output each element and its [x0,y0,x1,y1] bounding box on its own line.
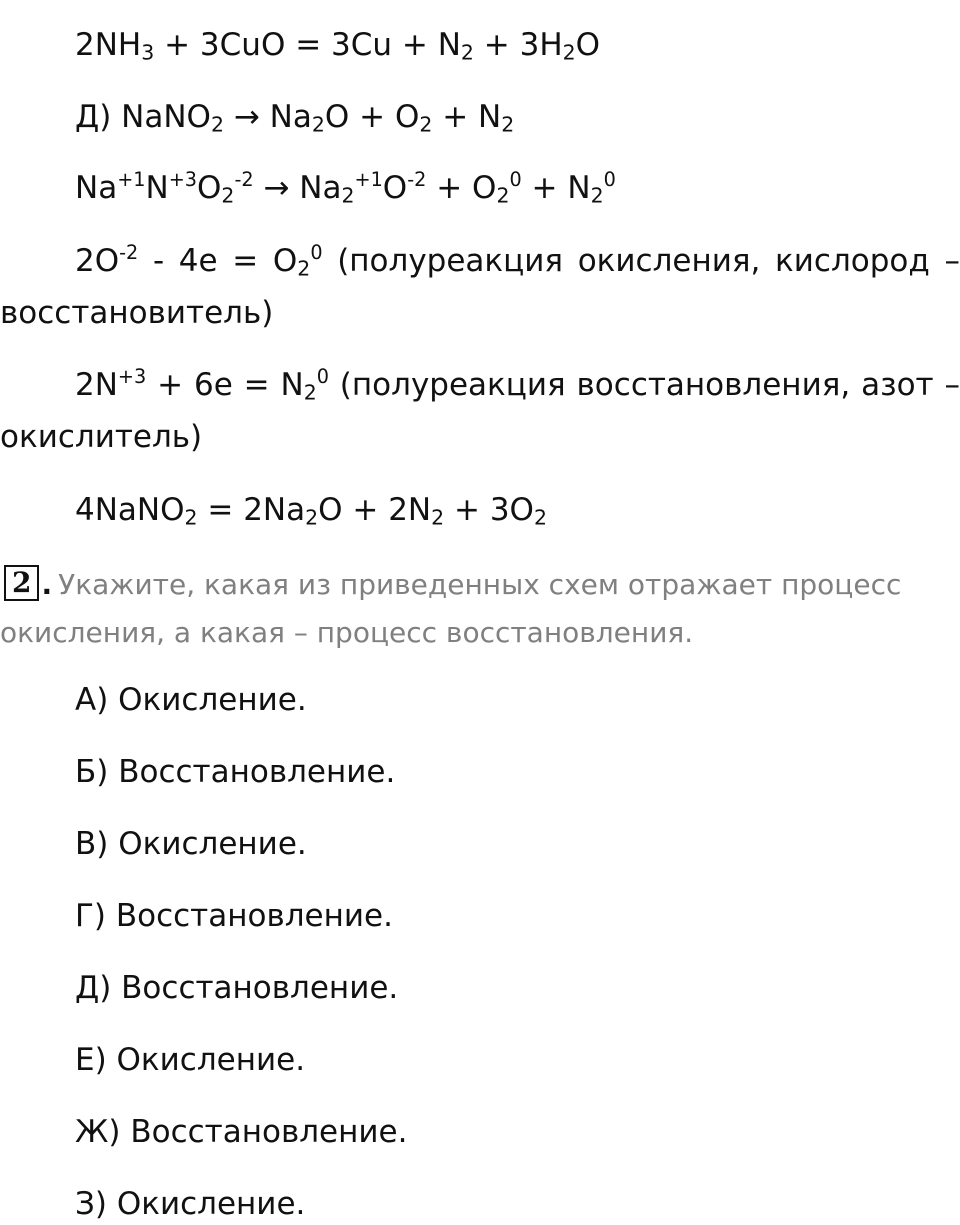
answer-a: А) Окисление. [75,682,307,718]
half-reaction-reduction: $2N^{+3} + 6e = N_2^0$ (полуреакция восстановления, азот – окислитель) [0,365,960,455]
answer-g: Г) Восстановление. [75,898,393,934]
task-number-badge: 2 [4,565,39,601]
task-2: 2 . Укажите, какая из приведенных схем отражает процесс окисления, а какая – процесс восстановления. [0,566,902,649]
answer-d: Д) Восстановление. [75,970,399,1006]
half-reaction-oxidation: $2O^{-2} - 4e = O_2^0$ (полуреакция окисления, кислород – восстановитель) [0,241,960,331]
answer-b: Б) Восстановление. [75,754,396,790]
answer-e: Е) Окисление. [75,1042,306,1078]
equation-nh3-cuo: $2NH_3 + 3CuO = 3Cu + N_2 + 3H_2O$ [75,27,601,65]
answer-zh: Ж) Восстановление. [75,1114,408,1150]
task-text: Укажите, какая из приведенных схем отражает процесс окисления, а какая – процесс восстановления. [0,568,902,649]
answer-v: В) Окисление. [75,826,307,862]
scheme-d-oxidation-states: $Na^{+1}N^{+3}O_2^{-2} \to Na_2^{+1}O^{-2} + O_2^0 + N_2^0$ [75,168,616,208]
answer-z: З) Окисление. [75,1186,306,1222]
scheme-d: Д) NaNO$_2$ → $Na_2O + O_2 + N_2$ [75,99,515,137]
final-equation: 4NaNO$_2$ = $2Na_2O + 2N_2 + 3O_2$ [75,492,547,530]
